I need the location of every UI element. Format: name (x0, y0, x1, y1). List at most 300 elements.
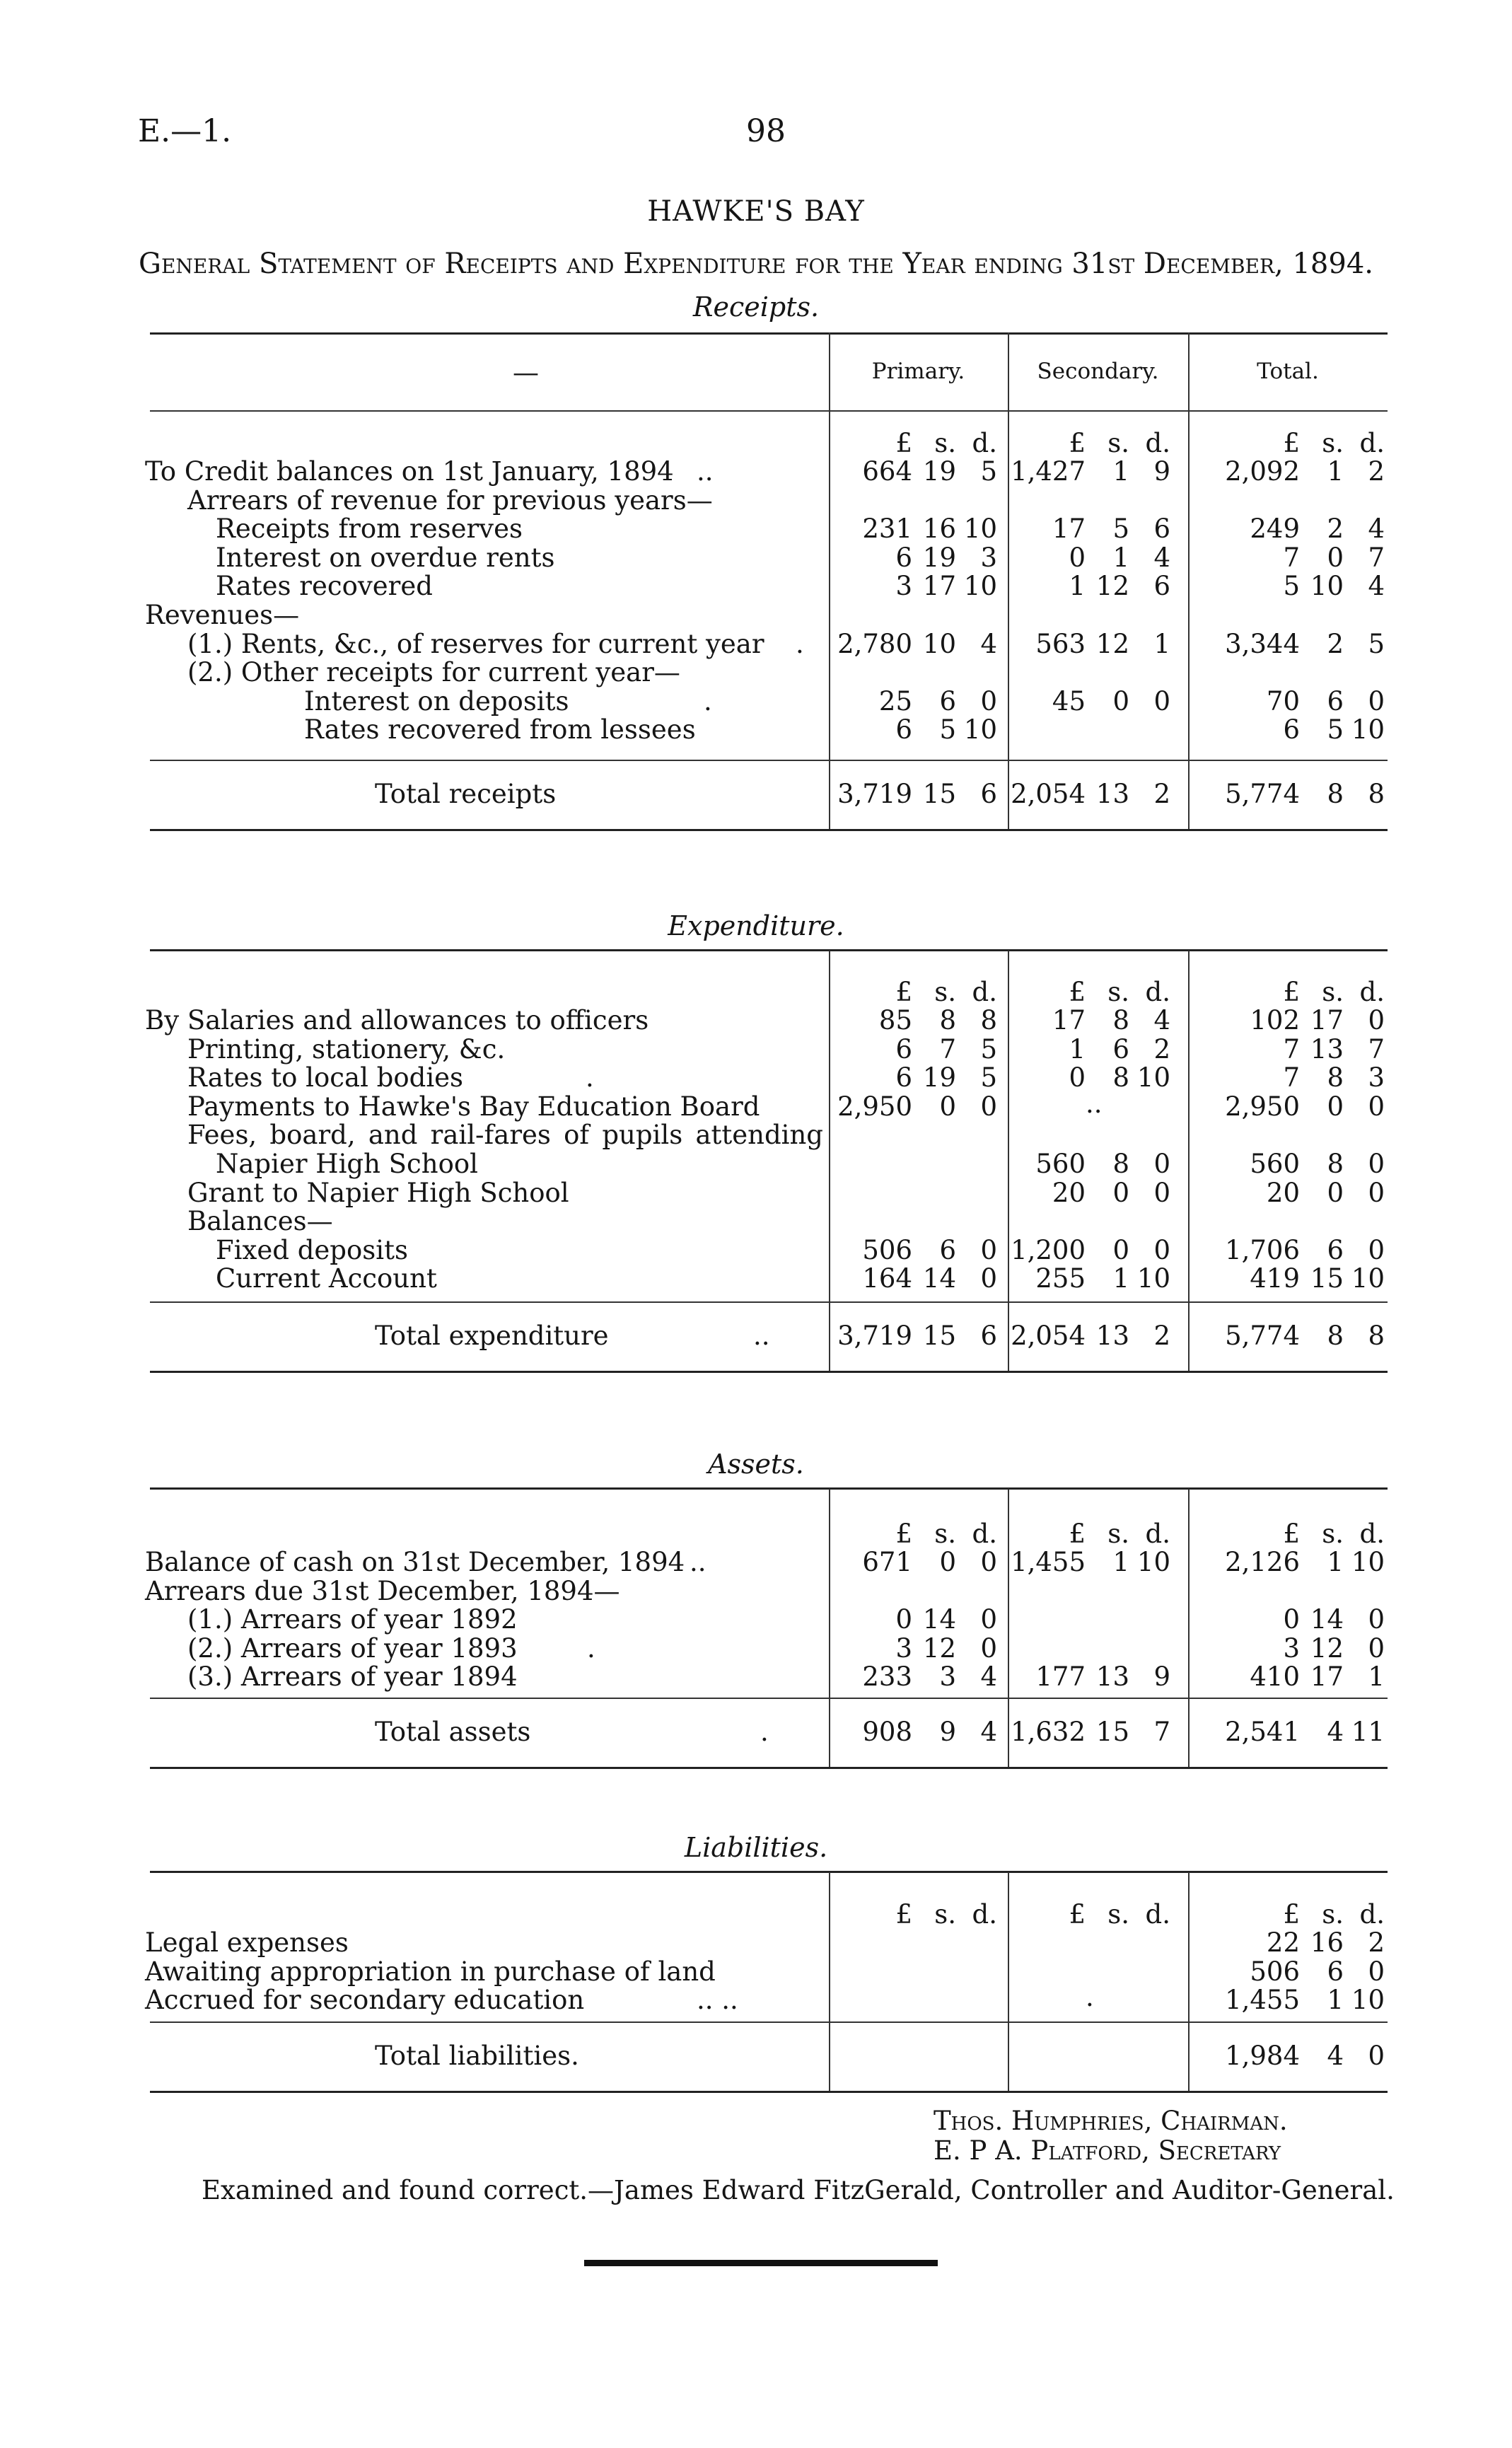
units-secondary (958, 1521, 1170, 1549)
assets-total-amount (1173, 1661, 1385, 1693)
receipts-total-amount (1173, 573, 1385, 601)
receipts-secondary-amount-pence: 6 (1153, 571, 1170, 602)
leader-dots: .. .. (697, 1985, 738, 2016)
receipts-secondary-amount-pounds: 1 (1069, 571, 1086, 602)
receipts-secondary-amount-pounds: 563 (1035, 628, 1086, 659)
expenditure-total-amount (1173, 1234, 1385, 1265)
expenditure-primary-amount (785, 1091, 997, 1122)
unit-label: £ (1283, 428, 1300, 458)
expenditure-row-label: Fixed deposits (216, 1234, 408, 1265)
unit-label: d. (1359, 1899, 1385, 1930)
page-reference: E.—1. (138, 113, 232, 149)
receipts-total-primary-pounds: 3,719 (837, 779, 912, 809)
receipts-total-total-pence: 8 (1368, 779, 1385, 809)
receipts-secondary-amount-pence: 6 (1153, 514, 1170, 545)
liabilities-total-amount-pence: 10 (1351, 1985, 1385, 2016)
column-divider (1008, 1489, 1009, 1767)
document-title: HAWKE'S BAY (647, 195, 865, 228)
document-subtitle: General Statement of Receipts and Expenditure for the Year ending 31st December, 1894. (139, 248, 1373, 280)
liabilities-total-amount-pence: 0 (1368, 1956, 1385, 1987)
expenditure-primary-amount-pounds: 6 (895, 1033, 912, 1065)
expenditure-primary-amount-pounds: 506 (862, 1234, 912, 1265)
expenditure-total-amount-pence: 0 (1368, 1177, 1385, 1208)
receipts-total-total-shillings: 8 (1327, 779, 1344, 809)
assets-row-label: (2.) Arrears of year 1893 (187, 1632, 518, 1664)
expenditure-total-amount-shillings: 0 (1327, 1177, 1344, 1208)
receipts-primary-amount-pence: 10 (963, 514, 997, 545)
liabilities-secondary-amount (958, 1959, 1170, 1987)
liabilities-total-amount-shillings: 16 (1310, 1927, 1344, 1958)
receipts-total-amount-shillings: 6 (1327, 685, 1344, 717)
receipts-primary-amount-shillings: 19 (922, 542, 956, 573)
receipts-primary-amount-shillings: 17 (922, 571, 956, 602)
receipts-secondary-amount-pence: 0 (1153, 685, 1170, 717)
expenditure-total-primary-shillings: 15 (922, 1321, 956, 1351)
receipts-total-amount-pounds: 3,344 (1225, 628, 1300, 659)
receipts-primary-amount-pounds: 25 (878, 685, 912, 717)
expenditure-secondary-amount-shillings: 0 (1112, 1177, 1129, 1208)
assets-heading: Assets. (708, 1449, 804, 1480)
unit-label: s. (1322, 428, 1344, 458)
auditor-certification: Examined and found correct.—James Edward FitzGerald, Controller and Auditor-General. (202, 2175, 1395, 2205)
assets-total-secondary (958, 1719, 1170, 1747)
receipts-total-amount-shillings: 10 (1310, 571, 1344, 602)
expenditure-total-primary-pence: 6 (980, 1321, 997, 1351)
unit-label: s. (1107, 977, 1129, 1007)
expenditure-secondary-amount (958, 1177, 1170, 1208)
expenditure-total-amount-pence: 7 (1368, 1033, 1385, 1065)
liabilities-heading: Liabilities. (684, 1832, 828, 1863)
column-header-secondary: Secondary. (1037, 359, 1159, 384)
rule-line (150, 1487, 1388, 1490)
receipts-total-label: Total receipts (375, 779, 557, 809)
expenditure-total-amount-pounds: 2,950 (1225, 1091, 1300, 1122)
assets-total-amount-shillings: 1 (1327, 1547, 1344, 1577)
column-divider (829, 332, 830, 829)
expenditure-secondary-amount-pounds: 17 (1052, 1005, 1086, 1036)
receipts-total-amount-pence: 5 (1368, 628, 1385, 659)
assets-total-primary-pounds: 908 (862, 1717, 912, 1747)
rule-line (150, 760, 1388, 761)
receipts-secondary-amount-shillings: 12 (1095, 571, 1129, 602)
receipts-total-amount (1173, 659, 1385, 688)
assets-total-amount-pence: 1 (1368, 1661, 1385, 1693)
leader-dots: . (796, 628, 804, 659)
unit-label: d. (972, 1899, 997, 1930)
unit-label: £ (1283, 1899, 1300, 1930)
receipts-secondary-amount (958, 542, 1170, 573)
column-divider (829, 1489, 830, 1767)
receipts-primary-amount-pence: 4 (980, 628, 997, 659)
liabilities-secondary-amount (958, 1930, 1170, 1958)
receipts-primary-amount-shillings: 6 (939, 685, 956, 717)
receipts-primary-amount-shillings: 10 (922, 628, 956, 659)
column-divider (1008, 1872, 1009, 2091)
unit-label: d. (972, 428, 997, 458)
receipts-secondary-amount (958, 573, 1170, 601)
assets-total-label: Total assets (375, 1717, 531, 1747)
receipts-row-label: To Credit balances on 1st January, 1894 (145, 456, 674, 487)
rule-line (150, 1371, 1388, 1373)
leader-dots: . (760, 1717, 769, 1747)
unit-label: s. (1107, 1899, 1129, 1930)
expenditure-primary-amount-pence: 0 (980, 1234, 997, 1265)
expenditure-primary-amount-pence: 5 (980, 1033, 997, 1065)
receipts-total-amount-shillings: 5 (1327, 714, 1344, 746)
assets-secondary-amount-shillings: 13 (1095, 1661, 1129, 1693)
expenditure-primary-amount-shillings: 0 (939, 1091, 956, 1122)
leader-dots: .. (753, 1321, 770, 1351)
receipts-total-secondary (958, 781, 1170, 809)
receipts-total-amount-pence: 7 (1368, 542, 1385, 573)
receipts-row-label: Interest on deposits (304, 685, 569, 717)
expenditure-total-primary-pounds: 3,719 (837, 1321, 912, 1351)
expenditure-total-amount-shillings: 6 (1327, 1234, 1344, 1265)
expenditure-secondary-amount-pence: 0 (1153, 1149, 1170, 1179)
receipts-total-amount (1173, 516, 1385, 544)
assets-secondary-amount-pence: 9 (1153, 1661, 1170, 1693)
receipts-secondary-amount-shillings: 1 (1112, 542, 1129, 573)
assets-primary-amount-pence: 0 (980, 1547, 997, 1577)
expenditure-total-amount-shillings: 13 (1310, 1033, 1344, 1065)
receipts-secondary-amount-pounds: 1,427 (1011, 456, 1086, 487)
receipts-secondary-amount-pence: 4 (1153, 542, 1170, 573)
expenditure-secondary-amount (958, 1122, 1170, 1150)
expenditure-secondary-amount-shillings: 1 (1112, 1263, 1129, 1294)
assets-total-primary-pence: 4 (980, 1717, 997, 1747)
expenditure-secondary-amount (958, 1208, 1170, 1236)
assets-total-amount-shillings: 14 (1310, 1604, 1344, 1635)
column-header-blank: — (513, 357, 539, 388)
expenditure-total-amount-pence: 3 (1368, 1062, 1385, 1094)
receipts-primary-amount-pounds: 6 (895, 714, 912, 746)
receipts-primary-amount-pence: 3 (980, 542, 997, 573)
column-divider (1188, 951, 1190, 1371)
expenditure-secondary-amount-pence: 4 (1153, 1005, 1170, 1036)
unit-label: d. (1359, 1519, 1385, 1549)
column-divider (1188, 332, 1190, 829)
expenditure-row-label: Napier High School (216, 1149, 478, 1179)
expenditure-total-amount-shillings: 17 (1310, 1005, 1344, 1036)
column-divider (1188, 1489, 1190, 1767)
unit-label: d. (1145, 1519, 1170, 1549)
receipts-secondary-amount-shillings: 1 (1112, 456, 1129, 487)
leader-dots: . (587, 1632, 595, 1664)
units-total (1173, 979, 1385, 1007)
receipts-row-label: Rates recovered from lessees (304, 714, 696, 746)
receipts-total-amount (1173, 628, 1385, 659)
receipts-secondary-amount (958, 628, 1170, 659)
liabilities-row-label: Awaiting appropriation in purchase of land (145, 1956, 716, 1987)
unit-label: s. (1107, 428, 1129, 458)
leader-dots: . (704, 685, 712, 717)
expenditure-total-total-pounds: 5,774 (1225, 1321, 1300, 1351)
expenditure-secondary-amount-pounds: 560 (1035, 1149, 1086, 1179)
expenditure-total-amount (1173, 1091, 1385, 1122)
receipts-row-label: (2.) Other receipts for current year— (187, 657, 680, 688)
assets-row-label: Arrears due 31st December, 1894— (145, 1575, 620, 1606)
expenditure-total-label: Total expenditure (375, 1321, 609, 1351)
expenditure-total-amount-shillings: 8 (1327, 1149, 1344, 1179)
receipts-primary-amount-shillings: 5 (939, 714, 956, 746)
assets-primary-amount-pence: 0 (980, 1632, 997, 1664)
receipts-total-secondary-shillings: 13 (1095, 779, 1129, 809)
receipts-secondary-amount-pence: 1 (1153, 628, 1170, 659)
units-total (1173, 1521, 1385, 1549)
unit-label: d. (972, 977, 997, 1007)
unit-label: s. (934, 1899, 956, 1930)
assets-primary-amount-shillings: 0 (939, 1547, 956, 1577)
assets-total-amount-pounds: 0 (1283, 1604, 1300, 1635)
expenditure-total-amount (1173, 1007, 1385, 1036)
assets-total-secondary-pounds: 1,632 (1011, 1717, 1086, 1747)
expenditure-secondary-amount-pence: 0 (1153, 1234, 1170, 1265)
expenditure-primary-amount-pence: 8 (980, 1005, 997, 1036)
expenditure-row-label: Fees, board, and rail-fares of pupils attending (187, 1120, 823, 1151)
receipts-primary-amount-pounds: 664 (862, 456, 912, 487)
assets-total-amount (1173, 1578, 1385, 1606)
liabilities-total-secondary (958, 2043, 1170, 2071)
unit-label: d. (972, 1519, 997, 1549)
receipts-primary-amount-shillings: 19 (922, 456, 956, 487)
rule-line (150, 829, 1388, 831)
expenditure-secondary-amount-shillings: 8 (1112, 1149, 1129, 1179)
receipts-row-label: Arrears of revenue for previous years— (187, 485, 713, 516)
units-secondary (958, 979, 1170, 1007)
liabilities-total-total-pence: 0 (1368, 2041, 1385, 2071)
receipts-total-total (1173, 781, 1385, 809)
liabilities-total-amount-pounds: 1,455 (1225, 1985, 1300, 2016)
units-total (1173, 430, 1385, 458)
receipts-row-label: Revenues— (145, 600, 300, 630)
expenditure-primary-amount-shillings: 14 (922, 1263, 956, 1294)
secretary-signature: E. P A. Platford, Secretary (934, 2135, 1281, 2166)
expenditure-secondary-amount-pence: 10 (1136, 1062, 1170, 1094)
expenditure-total-amount (1173, 1177, 1385, 1208)
liabilities-total-amount-pence: 2 (1368, 1927, 1385, 1958)
rule-line (150, 1767, 1388, 1769)
liabilities-total-amount-pounds: 22 (1266, 1927, 1300, 1958)
unit-label: £ (895, 1899, 912, 1930)
expenditure-total-amount (1173, 1265, 1385, 1294)
assets-primary-amount-pounds: 0 (895, 1604, 912, 1635)
receipts-total-amount-pence: 2 (1368, 456, 1385, 487)
expenditure-secondary-amount-pounds: 255 (1035, 1263, 1086, 1294)
unit-label: s. (934, 1519, 956, 1549)
units-secondary (958, 1901, 1170, 1930)
receipts-secondary-amount (958, 487, 1170, 516)
expenditure-primary-amount-pounds: 85 (878, 1005, 912, 1036)
unit-label: £ (1283, 977, 1300, 1007)
expenditure-total-amount-pounds: 20 (1266, 1177, 1300, 1208)
expenditure-secondary-amount-shillings: 6 (1112, 1033, 1129, 1065)
receipts-row-label: Rates recovered (216, 571, 433, 602)
rule-line (150, 410, 1388, 412)
liabilities-total-amount-pounds: 506 (1250, 1956, 1300, 1987)
unit-label: d. (1145, 1899, 1170, 1930)
receipts-total-primary-pence: 6 (980, 779, 997, 809)
expenditure-secondary-amount (958, 1007, 1170, 1036)
secondary-placeholder: .. (1086, 1088, 1103, 1119)
rule-line (150, 1301, 1388, 1303)
expenditure-secondary-amount-pence: 2 (1153, 1033, 1170, 1065)
receipts-secondary-amount (958, 602, 1170, 630)
expenditure-row-label: Grant to Napier High School (187, 1177, 569, 1208)
rule-line (150, 2021, 1388, 2023)
assets-primary-amount-shillings: 12 (922, 1632, 956, 1664)
unit-label: £ (1069, 428, 1086, 458)
assets-secondary-amount-pounds: 177 (1035, 1661, 1086, 1693)
assets-row-label: (3.) Arrears of year 1894 (187, 1661, 518, 1693)
expenditure-secondary-amount-pounds: 1 (1069, 1033, 1086, 1065)
assets-total-primary-shillings: 9 (939, 1717, 956, 1747)
unit-label: s. (1322, 1899, 1344, 1930)
expenditure-primary-amount-shillings: 7 (939, 1033, 956, 1065)
expenditure-total-amount (1173, 1151, 1385, 1179)
receipts-row-label: (1.) Rents, &c., of reserves for current year (187, 628, 764, 659)
column-divider (829, 951, 830, 1371)
expenditure-secondary-amount-pounds: 1,200 (1011, 1234, 1086, 1265)
unit-label: d. (1145, 428, 1170, 458)
assets-total-amount-pence: 10 (1351, 1547, 1385, 1577)
receipts-total-amount-pounds: 2,092 (1225, 456, 1300, 487)
receipts-primary-amount-pence: 10 (963, 571, 997, 602)
assets-total-amount-shillings: 17 (1310, 1661, 1344, 1693)
expenditure-primary-amount-pounds: 164 (862, 1263, 912, 1294)
receipts-secondary-amount (958, 516, 1170, 544)
chairman-signature: Thos. Humphries, Chairman. (934, 2106, 1288, 2136)
expenditure-total-amount-pence: 0 (1368, 1091, 1385, 1122)
column-divider (1008, 332, 1009, 829)
assets-primary-amount-pence: 4 (980, 1661, 997, 1693)
receipts-total-amount-shillings: 2 (1327, 514, 1344, 545)
receipts-total-amount-pence: 0 (1368, 685, 1385, 717)
liabilities-total-amount (1173, 1956, 1385, 1987)
receipts-row-label: Interest on overdue rents (216, 542, 555, 573)
assets-primary-amount-pence: 0 (980, 1604, 997, 1635)
assets-total-total (1173, 1719, 1385, 1747)
assets-total-amount-pence: 0 (1368, 1604, 1385, 1635)
unit-label: £ (895, 977, 912, 1007)
leader-dots: .. (690, 1547, 706, 1577)
unit-label: s. (934, 428, 956, 458)
assets-total-amount (1173, 1632, 1385, 1664)
expenditure-secondary-amount (958, 1151, 1170, 1179)
assets-total-total-pounds: 2,541 (1225, 1717, 1300, 1747)
expenditure-row-label: Payments to Hawke's Bay Education Board (187, 1091, 760, 1122)
expenditure-primary-amount-pence: 0 (980, 1091, 997, 1122)
unit-label: £ (895, 428, 912, 458)
expenditure-primary-amount-shillings: 6 (939, 1234, 956, 1265)
assets-total-amount (1173, 1549, 1385, 1577)
receipts-total-amount-pence: 4 (1368, 514, 1385, 545)
receipts-primary-amount-pounds: 3 (895, 571, 912, 602)
receipts-total-amount-pounds: 5 (1283, 571, 1300, 602)
expenditure-row-label: Printing, stationery, &c. (187, 1033, 506, 1065)
unit-label: d. (1359, 428, 1385, 458)
column-divider (1008, 951, 1009, 1371)
expenditure-primary-amount-pence: 0 (980, 1263, 997, 1294)
expenditure-total-amount (1173, 1208, 1385, 1236)
assets-total-amount-pounds: 410 (1250, 1661, 1300, 1693)
unit-label: s. (934, 977, 956, 1007)
receipts-heading: Receipts. (692, 291, 820, 323)
expenditure-total-amount-pounds: 1,706 (1225, 1234, 1300, 1265)
expenditure-total-amount (1173, 1122, 1385, 1150)
receipts-secondary-amount-shillings: 0 (1112, 685, 1129, 717)
expenditure-secondary-amount-shillings: 8 (1112, 1062, 1129, 1094)
assets-total-amount-pounds: 2,126 (1225, 1547, 1300, 1577)
expenditure-row-label: Balances— (187, 1206, 333, 1237)
receipts-total-amount-pounds: 6 (1283, 714, 1300, 746)
unit-label: £ (1069, 1899, 1086, 1930)
expenditure-total-amount-pence: 0 (1368, 1005, 1385, 1036)
assets-total-secondary-shillings: 15 (1095, 1717, 1129, 1747)
units-total (1173, 1901, 1385, 1930)
receipts-total-amount-shillings: 2 (1327, 628, 1344, 659)
expenditure-total-total-shillings: 8 (1327, 1321, 1344, 1351)
expenditure-total-amount-pence: 10 (1351, 1263, 1385, 1294)
units-secondary (958, 430, 1170, 458)
receipts-row-label: Receipts from reserves (216, 514, 523, 545)
receipts-total-secondary-pounds: 2,054 (1011, 779, 1086, 809)
expenditure-total-secondary-pounds: 2,054 (1011, 1321, 1086, 1351)
expenditure-total-amount-pounds: 102 (1250, 1005, 1300, 1036)
expenditure-primary-amount-pence: 5 (980, 1062, 997, 1094)
liabilities-total-amount (1173, 1927, 1385, 1958)
assets-secondary-amount (958, 1606, 1170, 1635)
expenditure-primary-amount-pounds: 6 (895, 1062, 912, 1094)
expenditure-total-amount-pounds: 7 (1283, 1062, 1300, 1094)
assets-total-total-pence: 11 (1351, 1717, 1385, 1747)
expenditure-row-label: Current Account (216, 1263, 437, 1294)
liabilities-row-label: Legal expenses (145, 1927, 349, 1958)
liabilities-total-amount-shillings: 1 (1327, 1985, 1344, 2016)
assets-secondary-amount (958, 1549, 1170, 1577)
unit-label: d. (1145, 977, 1170, 1007)
unit-label: s. (1322, 977, 1344, 1007)
rule-line (150, 949, 1388, 951)
receipts-total-amount (1173, 714, 1385, 746)
assets-row-label: (1.) Arrears of year 1892 (187, 1604, 518, 1635)
assets-total-amount-shillings: 12 (1310, 1632, 1344, 1664)
expenditure-total-amount-pounds: 560 (1250, 1149, 1300, 1179)
expenditure-total-total-pence: 8 (1368, 1321, 1385, 1351)
receipts-secondary-amount-pence: 9 (1153, 456, 1170, 487)
receipts-total-primary-shillings: 15 (922, 779, 956, 809)
closing-rule (584, 2260, 938, 2266)
assets-primary-amount-pounds: 233 (862, 1661, 912, 1693)
page-number: 98 (746, 113, 786, 149)
rule-line (150, 2091, 1388, 2093)
assets-primary-amount-shillings: 3 (939, 1661, 956, 1693)
expenditure-primary-amount-shillings: 8 (939, 1005, 956, 1036)
assets-secondary-amount-pounds: 1,455 (1011, 1547, 1086, 1577)
assets-primary-amount-pounds: 671 (862, 1547, 912, 1577)
receipts-total-secondary-pence: 2 (1153, 779, 1170, 809)
receipts-secondary-amount (958, 458, 1170, 487)
receipts-secondary-amount-pounds: 0 (1069, 542, 1086, 573)
liabilities-row-label: Accrued for secondary education (145, 1985, 585, 2016)
rule-line (150, 1871, 1388, 1873)
assets-total-secondary-pence: 7 (1153, 1717, 1170, 1747)
receipts-total-amount (1173, 542, 1385, 573)
liabilities-total-total (1173, 2043, 1385, 2071)
expenditure-secondary-amount-shillings: 8 (1112, 1005, 1129, 1036)
expenditure-secondary-amount-shillings: 0 (1112, 1234, 1129, 1265)
receipts-total-amount (1173, 602, 1385, 630)
assets-primary-amount-shillings: 14 (922, 1604, 956, 1635)
